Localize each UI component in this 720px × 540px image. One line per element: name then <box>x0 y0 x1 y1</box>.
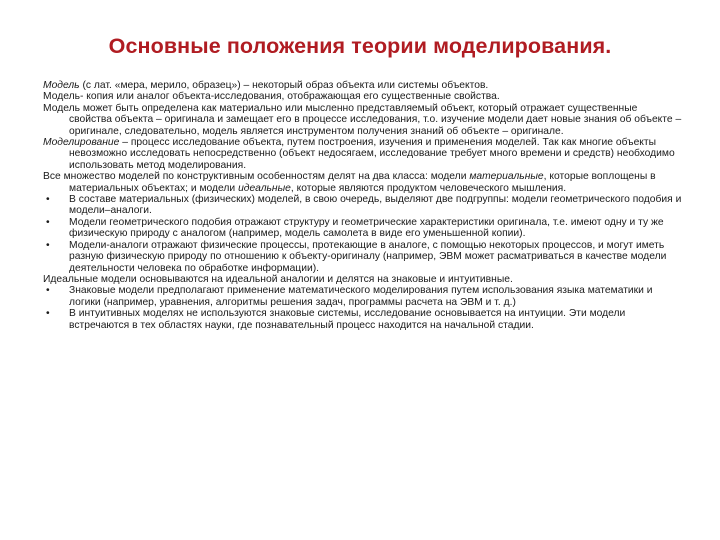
slide-body <box>43 80 683 331</box>
term-ideal: идеальные <box>238 182 291 194</box>
bullet-dot-icon: • <box>46 194 50 206</box>
bullet-text: Модели геометрического подобия отражают структуру и геометрические характеристики оригинала, т.е. имеют одну и ту же физическую природу с аналогом (например, модель самолета в виде его уменьшенной копии). <box>69 216 664 240</box>
slide-title: Основные положения теории моделирования. <box>108 34 612 58</box>
bullet-item <box>43 194 683 217</box>
bullet-item <box>43 240 683 274</box>
paragraph-model-object: Модель может быть определена как материально или мысленно представляемый объект, который отражает существенные свойства объекта – оригинала и замещает его в процессе исследования, т.о. изучение модели дает новые знания об объекте – оригинале, следовательно, модель является инструментом получения знаний об объекте – оригинале. <box>43 102 682 137</box>
paragraph-ideal-models: Идеальные модели основываются на идеальной аналогии и делятся на знаковые и интуитивные. <box>43 273 513 285</box>
paragraph-model-definition <box>43 80 683 91</box>
paragraph-text: , которые являются продуктом человеческого мышления. <box>290 182 567 194</box>
term-model: Модель <box>43 80 80 91</box>
bullet-item <box>43 217 683 240</box>
bullet-item <box>43 285 683 308</box>
bullet-dot-icon: • <box>46 216 50 228</box>
paragraph-text: , которые воплощены в материальных объектах; и модели <box>69 171 656 194</box>
bullet-dot-icon: • <box>46 285 50 297</box>
bullet-text: В составе материальных (физических) моделей, в свою очередь, выделяют две подгруппы: модели геометрического подобия и модели–аналоги. <box>69 194 682 217</box>
bullet-text: В интуитивных моделях не используются знаковые системы, исследование основывается на интуиции. Эти модели встречаются в тех областях науки, где познавательный процесс находится на начальной стадии. <box>69 308 626 331</box>
bullet-text: Знаковые модели предполагают применение математического моделирования путем использования языка математики и логики (например, уравнения, алгоритмы решения задач, программы расчета на ЭВМ и т. д.) <box>69 285 653 308</box>
paragraph-modeling <box>43 137 683 171</box>
bullet-dot-icon: • <box>46 239 50 251</box>
bullet-dot-icon: • <box>46 308 50 320</box>
paragraph-text: – процесс исследование объекта, путем построения, изучения и применения моделей. Так как многие объекты невозможно исследовать непосредственно (объект недосягаем, исследование требует много времени и средств) необходимо использовать метод моделирования. <box>69 137 675 171</box>
paragraph-text: (с лат. «мера, мерило, образец») – некоторый образ объекта или системы объектов. <box>79 80 489 91</box>
bullet-text: Модели-аналоги отражают физические процессы, протекающие в аналоге, с помощью некоторых процессов, и могут иметь разную физическую природу по отношению к объекту-оригиналу (например, ЭВМ может расматриваться в качестве модели деятельности человека по обработке информации). <box>69 239 667 274</box>
term-material: материальные <box>469 171 544 183</box>
paragraph-model-classes <box>43 171 683 194</box>
paragraph-text: Все множество моделей по конструктивным особенностям делят на два класса: модели <box>43 171 470 183</box>
bullet-item <box>43 308 683 331</box>
term-modeling: Моделирование <box>43 137 120 149</box>
paragraph-model-copy: Модель- копия или аналог объекта-исследования, отображающая его существенные свойства. <box>43 91 500 103</box>
